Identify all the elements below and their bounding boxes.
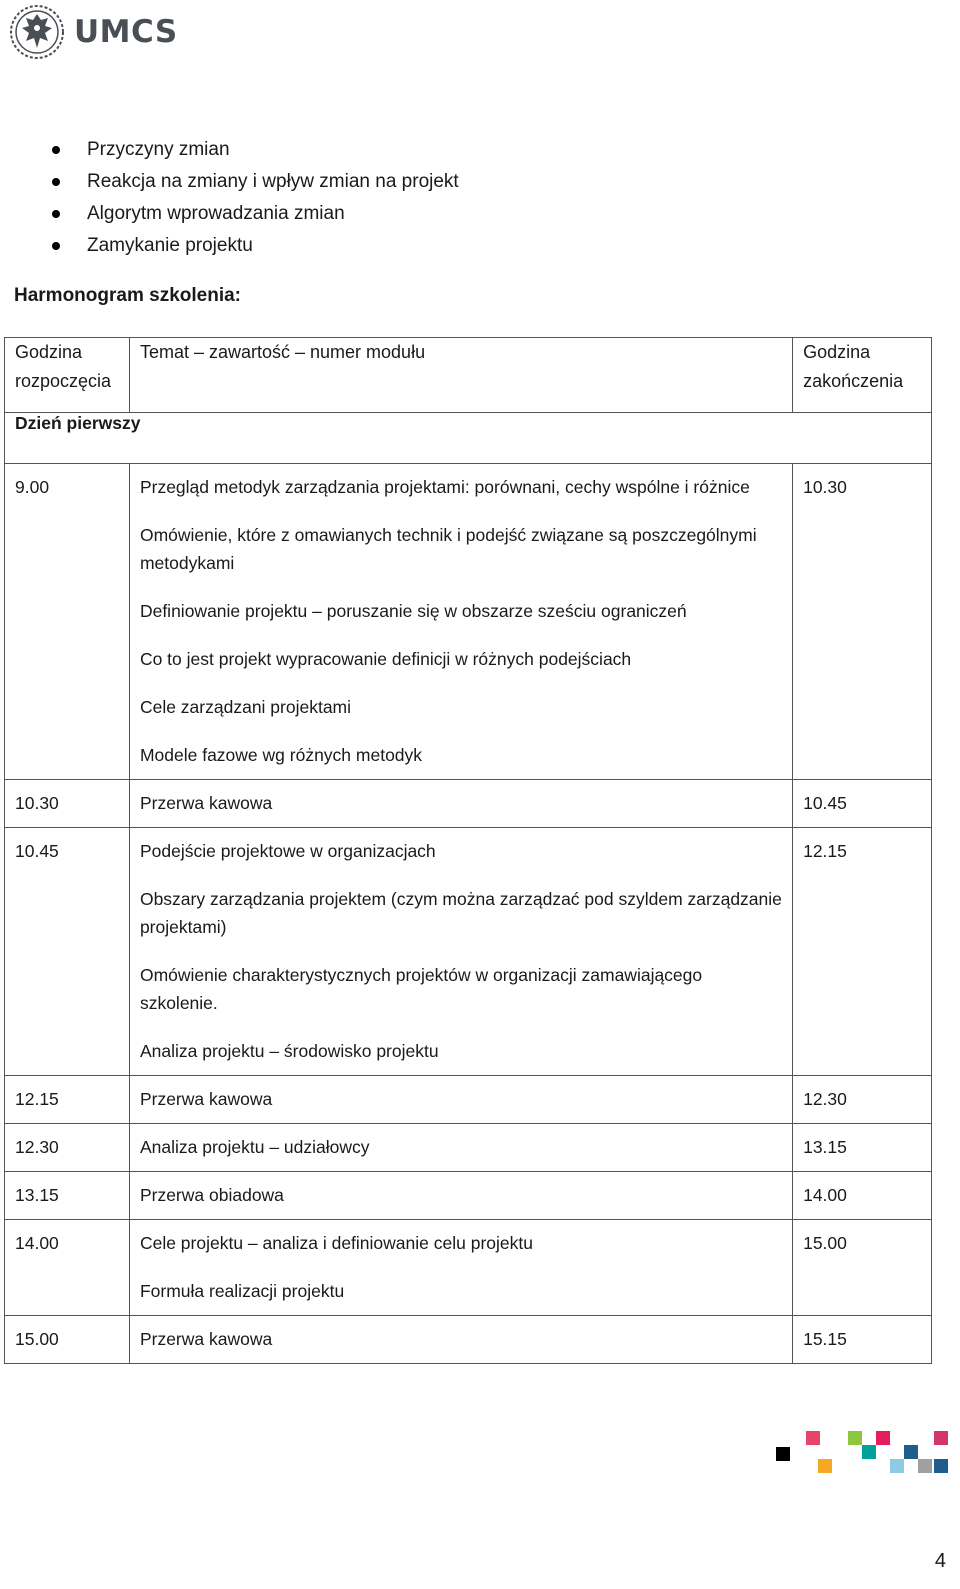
end-time: 10.45 <box>803 793 847 813</box>
square-decoration <box>876 1431 890 1445</box>
decorative-squares <box>770 1425 960 1495</box>
topic-line: Analiza projektu – środowisko projektu <box>139 1041 439 1061</box>
page-number: 4 <box>934 1550 946 1572</box>
schedule-heading: Harmonogram szkolenia: <box>14 285 241 306</box>
logo-text: UMCS <box>74 14 178 50</box>
square-decoration <box>806 1431 820 1445</box>
table-header-row <box>5 338 932 413</box>
table-row <box>5 1220 932 1316</box>
end-time: 10.30 <box>803 477 847 497</box>
header-end-time: Godzina zakończenia <box>793 338 932 413</box>
table-row <box>5 780 932 828</box>
umcs-logo <box>8 4 178 60</box>
topic-item: Algorytm wprowadzania zmian <box>0 198 459 230</box>
topic-item: Zamykanie projektu <box>0 230 459 262</box>
square-decoration <box>862 1445 876 1459</box>
topic-list <box>0 134 459 262</box>
topic-line: Przerwa kawowa <box>139 1329 273 1349</box>
eagle-seal-icon <box>8 4 66 60</box>
topic-line: Cele zarządzani projektami <box>139 697 352 717</box>
day-row <box>5 413 932 464</box>
topic-line: Omówienie charakterystycznych projektów w organizacji zamawiającego szkolenie. <box>139 965 703 1013</box>
end-time: 15.00 <box>803 1233 847 1253</box>
square-decoration <box>934 1431 948 1445</box>
start-time: 10.30 <box>15 793 59 813</box>
table-row <box>5 828 932 1076</box>
table-row <box>5 1124 932 1172</box>
end-time: 15.15 <box>803 1329 847 1349</box>
table-row <box>5 1316 932 1364</box>
topic-line: Definiowanie projektu – poruszanie się w obszarze sześciu ograniczeń <box>139 601 687 621</box>
table-row <box>5 464 932 780</box>
square-decoration <box>776 1447 790 1461</box>
end-time: 14.00 <box>803 1185 847 1205</box>
start-time: 14.00 <box>15 1233 59 1253</box>
square-decoration <box>918 1459 932 1473</box>
square-decoration <box>904 1445 918 1459</box>
header-start-time: Godzina rozpoczęcia <box>5 338 130 413</box>
start-time: 9.00 <box>15 477 50 497</box>
start-time: 10.45 <box>15 841 59 861</box>
table-row <box>5 1172 932 1220</box>
schedule-table <box>4 337 932 1364</box>
topic-line: Przerwa obiadowa <box>139 1185 284 1205</box>
end-time: 12.30 <box>803 1089 847 1109</box>
start-time: 13.15 <box>15 1185 59 1205</box>
square-decoration <box>934 1459 948 1473</box>
topic-line: Przerwa kawowa <box>139 793 273 813</box>
start-time: 12.30 <box>15 1137 59 1157</box>
topic-line: Cele projektu – analiza i definiowanie celu projektu <box>139 1233 533 1253</box>
topic-line: Podejście projektowe w organizacjach <box>139 841 436 861</box>
start-time: 15.00 <box>15 1329 59 1349</box>
topic-item: Przyczyny zmian <box>0 134 459 166</box>
topic-line: Formuła realizacji projektu <box>139 1281 345 1301</box>
table-row <box>5 1076 932 1124</box>
square-decoration <box>818 1459 832 1473</box>
start-time: 12.15 <box>15 1089 59 1109</box>
header-topic: Temat – zawartość – numer modułu <box>129 338 792 413</box>
topic-line: Przerwa kawowa <box>139 1089 273 1109</box>
topic-line: Omówienie, które z omawianych technik i podejść związane są poszczególnymi metodykami <box>139 525 757 573</box>
square-decoration <box>848 1431 862 1445</box>
day-label: Dzień pierwszy <box>5 413 932 464</box>
topic-line: Co to jest projekt wypracowanie definicji w różnych podejściach <box>139 649 632 669</box>
end-time: 12.15 <box>803 841 847 861</box>
square-decoration <box>890 1459 904 1473</box>
topic-line: Przegląd metodyk zarządzania projektami: porównani, cechy wspólne i różnice <box>139 477 750 497</box>
topic-line: Obszary zarządzania projektem (czym można zarządzać pod szyldem zarządzanie projektami) <box>139 889 782 937</box>
topic-line: Analiza projektu – udziałowcy <box>139 1137 370 1157</box>
topic-item: Reakcja na zmiany i wpływ zmian na projekt <box>0 166 459 198</box>
topic-line: Modele fazowe wg różnych metodyk <box>139 745 423 765</box>
end-time: 13.15 <box>803 1137 847 1157</box>
